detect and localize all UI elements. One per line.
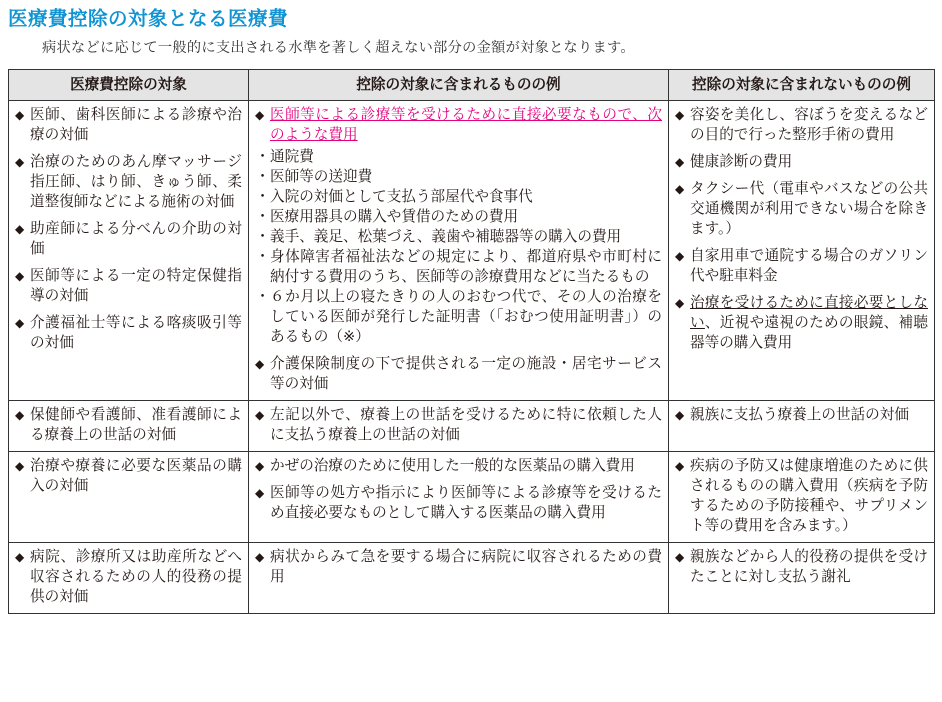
list-item: ◆ 疾病の予防又は健康増進のために供されるものの購入費用（疾病を予防するための予防接種や、サプリメント等の費用を含みます。） (675, 457, 928, 534)
list-item: ◆ 病状からみて急を要する場合に病院に収容されるための費用 (255, 548, 662, 585)
diamond-bullet-icon: ◆ (15, 269, 25, 283)
cell-excluded (669, 401, 935, 452)
diamond-bullet-icon: ◆ (15, 408, 25, 422)
diamond-bullet-icon: ◆ (255, 550, 265, 564)
list-item: ◆ 親族に支払う療養上の世話の対価 (675, 406, 909, 423)
direct-necessity-link[interactable]: 医師等による診療等を受けるために直接必要なもので、次のような費用 (270, 106, 662, 143)
diamond-bullet-icon: ◆ (675, 108, 685, 122)
dot-bullet-icon: ・ (255, 248, 270, 265)
diamond-bullet-icon: ◆ (15, 459, 25, 473)
diamond-bullet-icon: ◆ (15, 222, 25, 236)
list-item: ◆ 容姿を美化し、容ぼうを変えるなどの目的で行った整形手術の費用 (675, 106, 928, 143)
dot-bullet-icon: ・ (255, 288, 270, 305)
diamond-bullet-icon: ◆ (15, 155, 25, 169)
cell-covered (9, 401, 249, 452)
table-row (9, 452, 935, 543)
table-row (9, 543, 935, 614)
list-item: ◆ 医師、歯科医師による診療や治療の対価 (15, 106, 242, 143)
header-included-examples: 控除の対象に含まれるものの例 (249, 70, 669, 101)
list-item: ◆ 自家用車で通院する場合のガソリン代や駐車料金 (675, 247, 928, 284)
dot-bullet-icon: ・ (255, 228, 270, 245)
list-item: ◆ 治療を受けるために直接必要としない、近視や遠視のための眼鏡、補聴器等の購入費用 (675, 294, 928, 351)
list-item: ◆ 保健師や看護師、准看護師による療養上の世話の対価 (15, 406, 242, 443)
cell-included (249, 401, 669, 452)
diamond-bullet-icon: ◆ (675, 408, 685, 422)
medical-expense-table (8, 69, 935, 614)
cell-included (249, 101, 669, 401)
cell-covered (9, 452, 249, 543)
list-item: ◆ 治療や療養に必要な医薬品の購入の対価 (15, 457, 242, 494)
list-item: ◆ かぜの治療のために使用した一般的な医薬品の購入費用 (255, 457, 635, 474)
underlined-phrase: 治療を受けるために直接必要としない (690, 294, 928, 331)
diamond-bullet-icon: ◆ (255, 486, 265, 500)
list-item: ◆ 介護福祉士等による喀痰吸引等の対価 (15, 314, 242, 351)
dot-bullet-icon: ・ (255, 148, 270, 165)
list-item: ◆ 親族などから人的役務の提供を受けたことに対し支払う謝礼 (675, 548, 928, 585)
dot-bullet-icon: ・ (255, 168, 270, 185)
page-subtitle: 病状などに応じて一般的に支出される水準を著しく超えない部分の金額が対象となります。 (42, 40, 635, 56)
diamond-bullet-icon: ◆ (255, 408, 265, 422)
sub-item: ・ 医療用器具の購入や賃借のための費用 (255, 208, 519, 225)
sub-item: ・ 入院の対価として支払う部屋代や食事代 (255, 188, 533, 205)
list-item: ◆ 治療のためのあん摩マッサージ指圧師、はり師、きゅう師、柔道整復師などによる施術の対価 (15, 153, 242, 210)
sub-item: ・ 義手、義足、松葉づえ、義歯や補聴器等の購入の費用 (255, 228, 622, 245)
diamond-bullet-icon: ◆ (675, 249, 685, 263)
diamond-bullet-icon: ◆ (255, 357, 265, 371)
sub-item: ・ 身体障害者福祉法などの規定により、都道府県や市町村に納付する費用のうち、医師等の診療費用などに当たるもの (255, 248, 662, 285)
list-item: ◆ 左記以外で、療養上の世話を受けるために特に依頼した人に支払う療養上の世話の対価 (255, 406, 662, 443)
list-item (255, 105, 662, 145)
list-item: ◆ 病院、診療所又は助産所などへ収容されるための人的役務の提供の対価 (15, 548, 242, 605)
list-item: ◆ 介護保険制度の下で提供される一定の施設・居宅サービス等の対価 (255, 355, 662, 392)
header-covered-items: 医療費控除の対象 (9, 70, 249, 101)
diamond-bullet-icon: ◆ (675, 550, 685, 564)
diamond-bullet-icon: ◆ (15, 316, 25, 330)
cell-included (249, 543, 669, 614)
diamond-bullet-icon: ◆ (675, 296, 685, 310)
list-item: ◆ 健康診断の費用 (675, 153, 793, 170)
diamond-bullet-icon: ◆ (255, 108, 265, 122)
dot-bullet-icon: ・ (255, 208, 270, 225)
list-item: ◆ 医師等の処方や指示により医師等による診療等を受けるため直接必要なものとして購入する医薬品の購入費用 (255, 484, 662, 521)
sub-item: ・ 通院費 (255, 148, 314, 165)
diamond-bullet-icon: ◆ (675, 459, 685, 473)
header-excluded-examples: 控除の対象に含まれないものの例 (669, 70, 935, 101)
dot-bullet-icon: ・ (255, 188, 270, 205)
cell-excluded (669, 101, 935, 401)
sub-item: ・ ６か月以上の寝たきりの人のおむつ代で、その人の治療をしている医師が発行した証明書（「おむつ使用証明書」）のあるもの（※） (255, 288, 662, 345)
list-item: ◆ 助産師による分べんの介助の対価 (15, 220, 242, 257)
diamond-bullet-icon: ◆ (675, 182, 685, 196)
diamond-bullet-icon: ◆ (675, 155, 685, 169)
cell-included (249, 452, 669, 543)
diamond-bullet-icon: ◆ (255, 459, 265, 473)
table-row (9, 101, 935, 401)
diamond-bullet-icon: ◆ (15, 108, 25, 122)
list-item: ◆ タクシー代（電車やバスなどの公共交通機関が利用できない場合を除きます。） (675, 180, 928, 237)
list-item: ◆ 医師等による一定の特定保健指導の対価 (15, 267, 242, 304)
page-title: 医療費控除の対象となる医療費 (8, 7, 289, 30)
table-header-row (9, 70, 935, 101)
cell-covered (9, 543, 249, 614)
table-row (9, 401, 935, 452)
cell-excluded (669, 543, 935, 614)
cell-covered (9, 101, 249, 401)
diamond-bullet-icon: ◆ (15, 550, 25, 564)
sub-item: ・ 医師等の送迎費 (255, 168, 373, 185)
cell-excluded (669, 452, 935, 543)
